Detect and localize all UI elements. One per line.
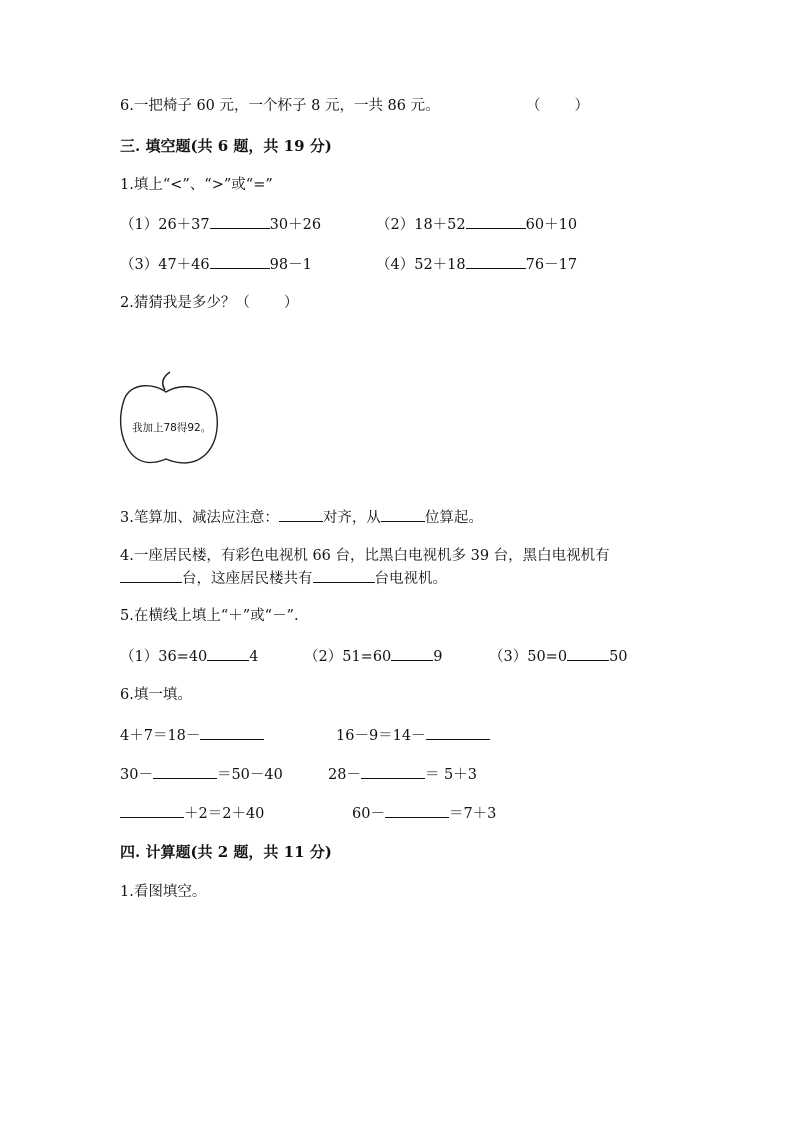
q2-title xyxy=(120,293,298,313)
section-4-q1-title: 1.看图填空。 xyxy=(120,884,207,900)
item-left: （3）47＋46 xyxy=(120,257,210,273)
q6-title: 6.填一填。 xyxy=(120,687,192,703)
q6-row-1-b xyxy=(336,725,490,746)
item-right: 4 xyxy=(249,649,259,665)
q1-item-4 xyxy=(376,254,577,275)
item-left: （3）50=0 xyxy=(489,649,568,665)
q1-item-1 xyxy=(120,214,321,235)
q5-item-2 xyxy=(304,646,443,667)
answer-paren[interactable] xyxy=(526,96,589,116)
answer-blank[interactable] xyxy=(210,214,270,229)
answer-blank[interactable] xyxy=(210,254,270,269)
paren-close: ） xyxy=(574,98,589,114)
question-text: 6.一把椅子 60 元，一个杯子 8 元，一共 86 元。 xyxy=(120,98,440,114)
answer-blank[interactable] xyxy=(120,803,184,818)
item-right: 98－1 xyxy=(269,257,312,273)
answer-blank[interactable] xyxy=(120,568,182,583)
item-right: 60＋10 xyxy=(525,217,578,233)
paren-close: ） xyxy=(283,295,299,311)
item-right: 50 xyxy=(609,649,628,665)
q4-part-b: 台电视机。 xyxy=(374,571,447,587)
answer-blank[interactable] xyxy=(153,764,217,779)
q3 xyxy=(120,507,483,528)
apple-stem-icon xyxy=(163,372,170,390)
answer-blank[interactable] xyxy=(200,725,264,740)
item-right: 9 xyxy=(433,649,443,665)
answer-blank[interactable] xyxy=(361,764,425,779)
answer-blank[interactable] xyxy=(466,214,526,229)
answer-blank[interactable] xyxy=(391,646,433,661)
apple-illustration xyxy=(118,370,228,470)
expr-left: 30－ xyxy=(120,767,153,783)
section-3-title: 三. 填空题(共 6 题，共 19 分) xyxy=(120,137,332,155)
item-left: （2）51=60 xyxy=(304,649,392,665)
q3-part-a: 3.笔算加、减法应注意： xyxy=(120,510,279,526)
q4-line-2 xyxy=(120,568,447,589)
expr: 16－9＝14－ xyxy=(336,728,426,744)
apple-text: 我加上78得92。 xyxy=(132,422,212,434)
answer-blank[interactable] xyxy=(385,803,449,818)
expr-right: ＝ 5＋3 xyxy=(424,767,478,783)
q1-item-2 xyxy=(376,214,577,235)
q6-row-3-a xyxy=(120,803,264,824)
expr: 4＋7＝18－ xyxy=(120,728,201,744)
q5-title: 5.在横线上填上“＋”或“－”. xyxy=(120,608,299,624)
item-left: （1）26＋37 xyxy=(120,217,210,233)
answer-blank[interactable] xyxy=(381,507,425,522)
expr-right: ＝7＋3 xyxy=(448,806,497,822)
answer-blank[interactable] xyxy=(567,646,609,661)
q4-line-1: 4.一座居民楼，有彩色电视机 66 台，比黑白电视机多 39 台，黑白电视机有 xyxy=(120,548,610,564)
q2-text: 2.猜猜我是多少？（ xyxy=(120,295,250,311)
expr-left: 28－ xyxy=(328,767,361,783)
item-left: （1）36=40 xyxy=(120,649,208,665)
answer-blank[interactable] xyxy=(466,254,526,269)
paren-open: （ xyxy=(526,98,541,114)
expr-right: ＋2＝2＋40 xyxy=(184,806,265,822)
item-left: （2）18＋52 xyxy=(376,217,466,233)
item-left: （4）52＋18 xyxy=(376,257,466,273)
q3-part-c: 位算起。 xyxy=(424,510,483,526)
q6-row-1-a xyxy=(120,725,264,746)
q3-part-b: 对齐，从 xyxy=(322,510,381,526)
section-4-title: 四. 计算题(共 2 题，共 11 分) xyxy=(120,843,332,861)
q1-item-3 xyxy=(120,254,312,275)
q6-row-2-a xyxy=(120,764,283,785)
q1-title: 1.填上“<”、“>”或“=” xyxy=(120,177,273,193)
q4-part-a: 台，这座居民楼共有 xyxy=(182,571,313,587)
answer-blank[interactable] xyxy=(279,507,323,522)
answer-blank[interactable] xyxy=(426,725,490,740)
item-right: 30＋26 xyxy=(269,217,322,233)
answer-blank[interactable] xyxy=(313,568,375,583)
q5-item-3 xyxy=(489,646,628,667)
answer-blank[interactable] xyxy=(207,646,249,661)
expr-left: 60－ xyxy=(352,806,385,822)
q6-row-3-b xyxy=(352,803,496,824)
expr-right: ＝50－40 xyxy=(216,767,283,783)
question-6-top xyxy=(120,96,440,116)
q6-row-2-b xyxy=(328,764,477,785)
item-right: 76－17 xyxy=(525,257,578,273)
q5-item-1 xyxy=(120,646,259,667)
